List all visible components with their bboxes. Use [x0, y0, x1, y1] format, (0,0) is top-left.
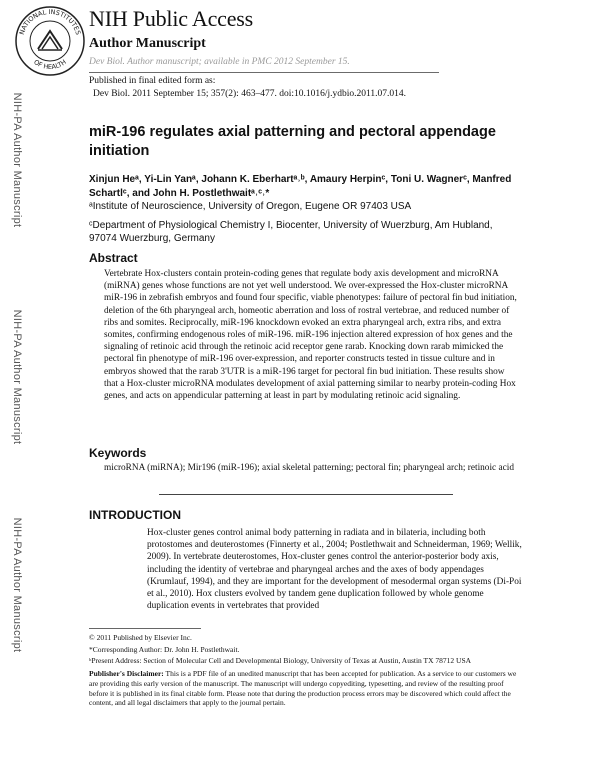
side-label-text: NIH-PA Author Manuscript	[11, 92, 23, 228]
affiliation-c: ᶜDepartment of Physiological Chemistry I, Biocenter, University of Wuerzburg, Am Hubland, 97074 Wuerzburg, Germany	[89, 220, 493, 244]
corresponding-author-note: *Corresponding Author: Dr. John H. Postlethwait.	[89, 645, 240, 654]
author-manuscript-label: Author Manuscript	[89, 36, 206, 51]
footnote-divider	[89, 628, 201, 629]
published-label: Published in final edited form as:	[89, 76, 216, 86]
disclaimer-text: This is a PDF file of an unedited manuscript that has been accepted for publication. As a service to our customers we are providing this early version of the manuscript. The manuscript will undergo copyediting, typesetting, and review of the resulting proof before it is published in its final citable form. Please note that during the production process errors may be discovered which could affect the content, and all legal disclaimers that apply to the journal pertain.	[89, 669, 517, 708]
introduction-text: Hox-cluster genes control animal body patterning in radiata and in bilateria, including both protostomes and deuterostomes (Finnerty et al., 2004; Postlethwait and Schneiderman, 1969; Wellik, 2009). In vertebrate deuterostomes, Hox-cluster genes control the anterior-posterior body axis, including the identity of vertebrae and pharyngeal arches and the axes of body appendages (Krumlauf, 1994), and they are important for the development of mesodermal organ systems (Di-Poi et al., 2010). Hox clusters evolved by tandem gene duplication followed by whole genome duplication events in vertebrates that provided	[147, 528, 522, 612]
side-label-text: NIH-PA Author Manuscript	[11, 309, 23, 445]
abstract-text: Vertebrate Hox-clusters contain protein-coding genes that regulate body axis development and microRNA (miRNA) genes whose functions are not yet well understood. We over-expressed the Hox-cluster microRNA miR-196 in zebrafish embryos and found four specific, viable phenotypes: failure of pectoral fin bud initiation, deletion of the 6th pharyngeal arch, homeotic aberration and loss of rostral vertebrae, and reduced number of ribs and somites. Reciprocally, miR-196 knockdown evoked an extra pharyngeal arch, extra ribs, and extra somites, confirming endogenous roles of miR-196. miR-196 injection altered expression of hox genes and the signaling of retinoic acid through the retinoic acid receptor gene rarab. Knocking down rarab mimicked the pectoral fin phenotype of miR-196 over-expression, and reporter constructs tested in tissue culture and in embryos showed that the rarab 3'UTR is a miR-196 target for pectoral fin bud initiation. These results show that a Hox-cluster microRNA modulates development of axial patterning similar to nearby protein-coding Hox genes, and acts on appendicular patterning at least in part by modulating retinoic acid signaling.	[104, 269, 517, 402]
side-label-3	[10, 500, 24, 670]
introduction-heading: INTRODUCTION	[89, 508, 181, 522]
keywords-text: microRNA (miRNA); Mir196 (miR-196); axial skeletal patterning; pectoral fin; pharyngeal arch; retinoic acid	[104, 463, 514, 473]
manuscript-availability-note: Dev Biol. Author manuscript; available in PMC 2012 September 15.	[89, 57, 350, 67]
side-label-2	[10, 292, 24, 462]
disclaimer-label: Publisher's Disclaimer:	[89, 669, 164, 678]
abstract-heading: Abstract	[89, 251, 138, 265]
nih-seal-icon	[13, 4, 87, 78]
nih-public-access-title: NIH Public Access	[89, 6, 254, 31]
keywords-heading: Keywords	[89, 446, 147, 460]
header-divider	[89, 72, 439, 73]
side-label-1	[10, 75, 24, 245]
publisher-disclaimer	[89, 669, 519, 708]
svg-text:OF HEALTH	[32, 58, 68, 71]
logo-text-top: NATIONAL INSTITUTES	[17, 7, 83, 36]
present-address-note: ᵇPresent Address: Section of Molecular Cell and Developmental Biology, University of Texas at Austin, Austin TX 78712 USA	[89, 656, 472, 665]
logo-text-bottom: OF HEALTH	[32, 57, 68, 72]
article-title: miR-196 regulates axial patterning and pectoral appendage initiation	[89, 124, 496, 159]
author-list: Xinjun Heᵃ, Yi-Lin Yanᵃ, Johann K. Eberhartᵃ˒ᵇ, Amaury Herpinᶜ, Toni U. Wagnerᶜ, Manfred Schartlᶜ, and John H. Postlethwaitᵃ˒ᶜ˒*	[89, 174, 512, 199]
keywords-divider	[159, 494, 453, 495]
copyright-note: © 2011 Published by Elsevier Inc.	[89, 633, 192, 642]
affiliation-a: ᵃInstitute of Neuroscience, University of Oregon, Eugene OR 97403 USA	[89, 201, 412, 212]
side-label-text: NIH-PA Author Manuscript	[11, 517, 23, 653]
nih-logo	[13, 4, 87, 78]
citation: Dev Biol. 2011 September 15; 357(2): 463–477. doi:10.1016/j.ydbio.2011.07.014.	[93, 89, 407, 99]
